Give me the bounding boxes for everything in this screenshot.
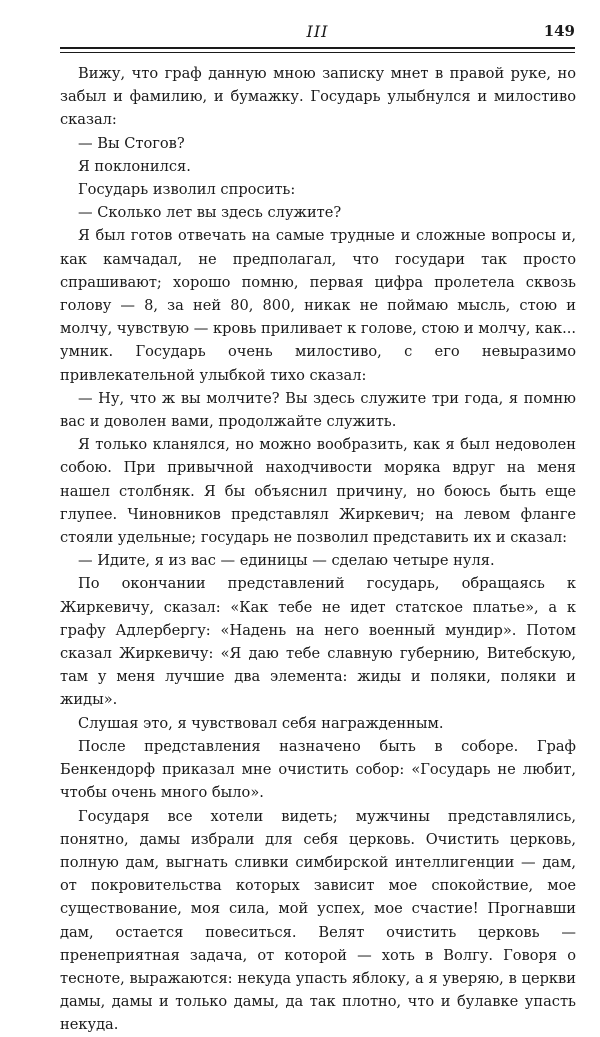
page-header [60, 18, 575, 44]
paragraph: Государь изволил спросить: [78, 181, 296, 199]
paragraph: Я только кланялся, но можно вообразить, как я был недоволен собою. При привычной находчивости моряка вдруг на меня нашел столбняк. Я бы объяснил причину, но боюсь быть еще глупее. Чиновников представлял Жиркевич; на левом фланге стояли удельные; государь не позволил представить их и сказал: [60, 436, 576, 547]
paragraph: — Ну, что ж вы молчите? Вы здесь служите три года, я помню вас и доволен вами, продолжайте служить. [60, 389, 576, 431]
paragraph: — Вы Стогов? [78, 134, 185, 152]
paragraph: — Сколько лет вы здесь служите? [78, 204, 342, 222]
running-head: III [306, 22, 329, 41]
page-number: 149 [543, 22, 575, 40]
paragraph: Вижу, что граф данную мною записку мнет в правой руке, но забыл и фамилию, и бумажку. Государь улыбнулся и милостиво сказал: [60, 65, 576, 129]
header-rule-thick [60, 47, 575, 49]
header-rule-thin [60, 52, 575, 53]
paragraph: Слушая это, я чувствовал себя награжденным. [78, 714, 444, 732]
paragraph: Я поклонился. [78, 157, 191, 175]
body-text [60, 62, 576, 1037]
paragraph: — Идите, я из вас — единицы — сделаю четыре нуля. [78, 552, 495, 570]
paragraph: По окончании представлений государь, обращаясь к Жиркевичу, сказал: «Как тебе не идет статское платье», а к графу Адлербергу: «Надень на него военный мундир». Потом сказал Жиркевичу: «Я даю тебе славную губернию, Витебскую, там у меня лучшие два элемента: жиды и поляки, поляки и жиды». [60, 575, 576, 709]
paragraph: Я был готов отвечать на самые трудные и сложные вопросы и, как камчадал, не предполагал, что государи так просто спрашивают; хорошо помню, первая цифра пролетела сквозь голову — 8, за ней 80, 800, никак не поймаю мысль, стою и молчу, чувствую — кровь приливает к голове, стою и молчу, как... умник. Государь очень милостиво, с его невыразимо привлекательной улыбкой тихо сказал: [60, 227, 577, 384]
paragraph: После представления назначено быть в соборе. Граф Бенкендорф приказал мне очистить собор: «Государь не любит, чтобы очень много было». [60, 737, 576, 802]
paragraph: Государя все хотели видеть; мужчины представлялись, понятно, дамы избрали для себя церковь. Очистить церковь, полную дам, выгнать сливки симбирской интеллигенции — дам, от покровительства которых зависит мое спокойствие, мое существование, моя сила, мой успех, мое счастие! Прогнавши дам, остается повеситься. Велят очистить церковь — пренеприятная задача, от которой — хоть в Волгу. Говоря о тесноте, выражаются: некуда упасть яблоку, а я уверяю, в церкви дамы, дамы и только дамы, да так плотно, что и булавке упасть некуда. [60, 807, 576, 1034]
